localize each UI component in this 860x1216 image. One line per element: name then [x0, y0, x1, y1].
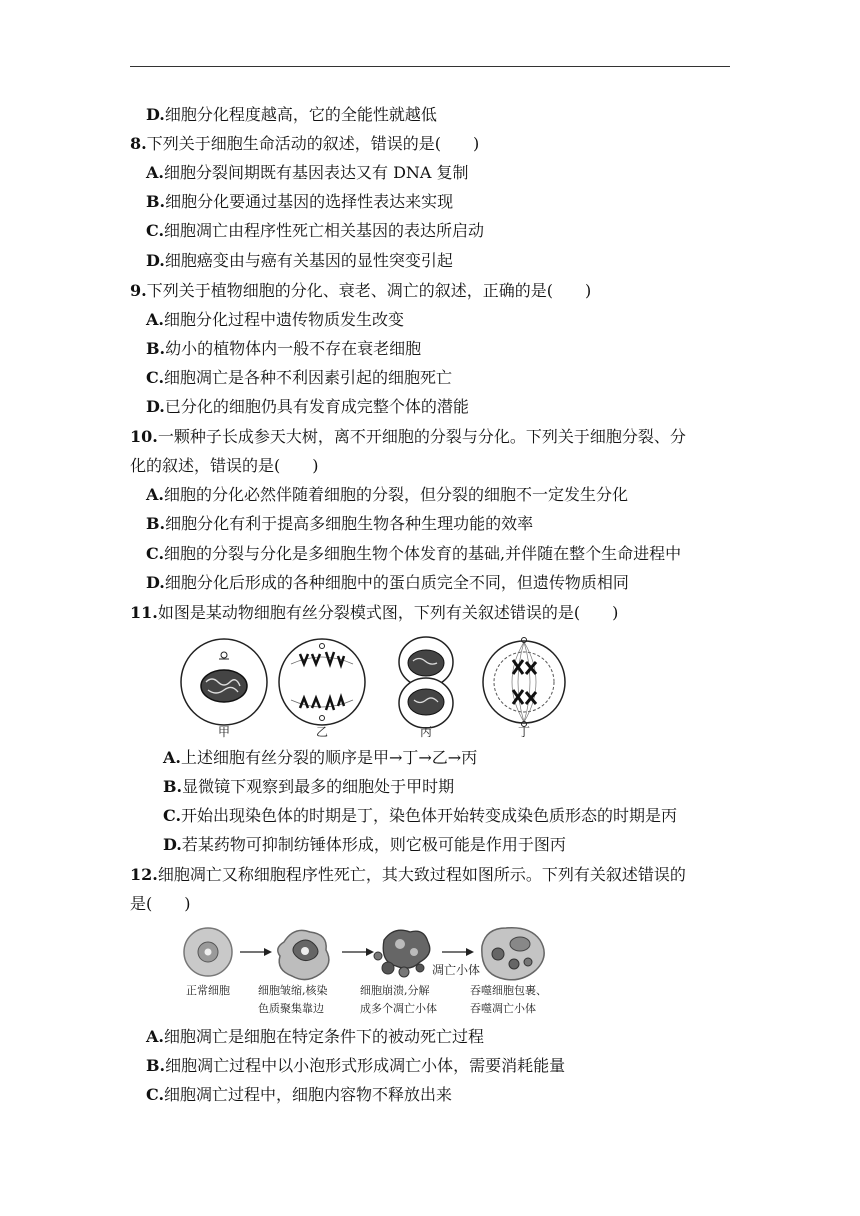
q11-stem: 11.如图是某动物细胞有丝分裂模式图，下列有关叙述错误的是( ) [130, 603, 619, 622]
shrinking-cell-image [278, 930, 329, 979]
caption-shrink-line2: 色质聚集靠边 [258, 1002, 324, 1015]
q11-option-a: A.上述细胞有丝分裂的顺序是甲→丁→乙→丙 [163, 748, 478, 767]
q12-stem-line1: 12.细胞凋亡又称细胞程序性死亡，其大致过程如图所示。下列有关叙述错误的 [130, 865, 686, 884]
q9-stem: 9.下列关于植物细胞的分化、衰老、凋亡的叙述，正确的是( ) [130, 281, 592, 300]
q12-option-a: A.细胞凋亡是细胞在特定条件下的被动死亡过程 [146, 1027, 484, 1046]
q11-option-d: D.若某药物可抑制纺锤体形成，则它极可能是作用于图丙 [163, 835, 566, 854]
q10-option-d: D.细胞分化后形成的各种细胞中的蛋白质完全不同，但遗传物质相同 [146, 573, 629, 592]
q12-option-c: C.细胞凋亡过程中，细胞内容物不释放出来 [146, 1085, 453, 1104]
label-yi: 乙 [315, 725, 329, 739]
q10-stem-line2: 化的叙述，错误的是( ) [130, 456, 319, 475]
cell-jia [181, 639, 267, 725]
q7-option-d: D.细胞分化程度越高，它的全能性就越低 [146, 105, 437, 124]
q8-option-b: B.细胞分化要通过基因的选择性表达来实现 [146, 192, 454, 211]
q12-option-b: B.细胞凋亡过程中以小泡形式形成凋亡小体，需要消耗能量 [146, 1056, 566, 1075]
q9-option-a: A.细胞分化过程中遗传物质发生改变 [146, 310, 404, 329]
caption-collapse-line1: 细胞崩溃,分解 [360, 984, 430, 997]
apoptosis-figure [180, 922, 560, 1020]
caption-normal-cell: 正常细胞 [186, 984, 230, 997]
cell-ding [483, 638, 565, 727]
normal-cell-image [184, 928, 232, 976]
caption-collapse-line2: 成多个凋亡小体 [360, 1002, 437, 1015]
q12-stem-line2: 是( ) [130, 894, 191, 913]
q11-option-c: C.开始出现染色体的时期是丁，染色体开始转变成染色质形态的时期是丙 [163, 806, 678, 825]
header-rule [130, 66, 730, 67]
q8-option-c: C.细胞凋亡由程序性死亡相关基因的表达所启动 [146, 221, 485, 240]
q8-option-a: A.细胞分裂间期既有基因表达又有 DNA 复制 [146, 163, 469, 182]
apoptotic-bodies-image [374, 930, 430, 977]
q10-option-c: C.细胞的分裂与分化是多细胞生物个体发育的基础,并伴随在整个生命进程中 [146, 544, 682, 563]
q11-option-b: B.显微镜下观察到最多的细胞处于甲时期 [163, 777, 455, 796]
label-bing: 丙 [419, 725, 433, 739]
mitosis-figure [176, 632, 566, 742]
caption-phagocyte-line1: 吞噬细胞包裹、 [470, 984, 547, 997]
q10-option-b: B.细胞分化有利于提高多细胞生物各种生理功能的效率 [146, 514, 534, 533]
cell-bing [399, 632, 462, 728]
q9-option-c: C.细胞凋亡是各种不利因素引起的细胞死亡 [146, 368, 453, 387]
caption-shrink-line1: 细胞皱缩,核染 [258, 984, 328, 997]
q10-stem-line1: 10.一颗种子长成参天大树，离不开细胞的分裂与分化。下列关于细胞分裂、分 [130, 427, 686, 446]
label-jia: 甲 [217, 725, 231, 739]
q9-option-d: D.已分化的细胞仍具有发育成完整个体的潜能 [146, 397, 469, 416]
q8-option-d: D.细胞癌变由与癌有关基因的显性突变引起 [146, 251, 453, 270]
q10-option-a: A.细胞的分化必然伴随着细胞的分裂，但分裂的细胞不一定发生分化 [146, 485, 628, 504]
caption-phagocyte-line2: 吞噬凋亡小体 [470, 1002, 536, 1015]
label-ding: 丁 [517, 725, 531, 739]
q9-option-b: B.幼小的植物体内一般不存在衰老细胞 [146, 339, 422, 358]
phagocyte-image [482, 928, 544, 980]
cell-yi [279, 639, 365, 725]
apoptotic-body-label: 凋亡小体 [432, 963, 481, 977]
q8-stem: 8.下列关于细胞生命活动的叙述，错误的是( ) [130, 134, 480, 153]
